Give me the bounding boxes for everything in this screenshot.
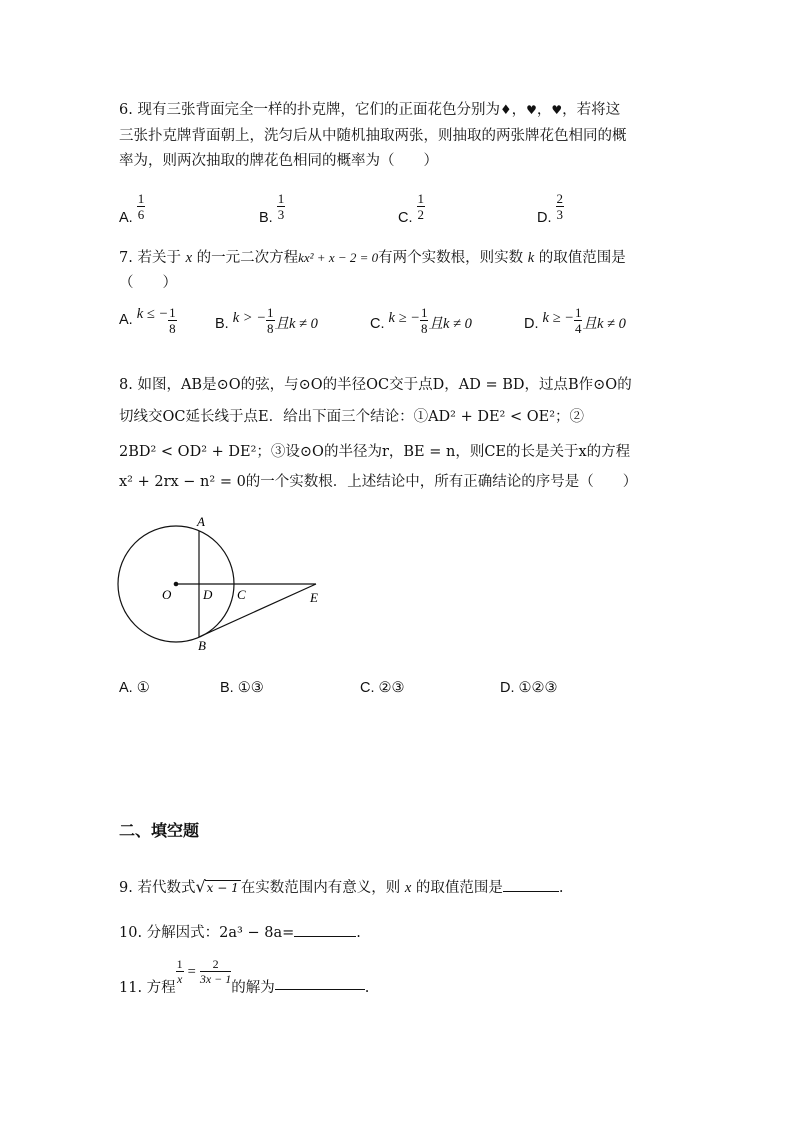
q7-mid: 的一元二次方程 xyxy=(196,250,299,266)
q9-line xyxy=(119,876,564,897)
option-text: ①②③ xyxy=(518,680,558,696)
option-math: k > − xyxy=(232,310,266,326)
option-math-post: 且k ≠ 0 xyxy=(582,316,626,332)
answer-blank[interactable] xyxy=(275,988,365,990)
label-b: B xyxy=(198,638,206,653)
q6-sep2: ， xyxy=(536,102,552,118)
option-label: B. xyxy=(259,210,273,227)
fraction: $\frac{2}{3}$ xyxy=(556,191,564,222)
heart-suit-icon: ♥ xyxy=(551,103,563,117)
q6-option-a[interactable] xyxy=(119,191,145,227)
label-d: D xyxy=(203,587,213,602)
q6-line1 xyxy=(119,98,620,119)
q10-line xyxy=(119,921,361,942)
fraction-right: $\frac{2}{3x - 1}$ xyxy=(199,957,232,986)
fraction: $\frac{1}{3}$ xyxy=(277,191,285,222)
label-o: O xyxy=(162,587,172,602)
option-label: C. xyxy=(398,210,413,227)
fraction: $\frac{1}{8}$ xyxy=(420,305,428,336)
q7-option-a[interactable] xyxy=(119,305,177,336)
heart-suit-icon: ♥ xyxy=(526,103,537,117)
answer-blank[interactable] xyxy=(503,890,559,892)
option-label: A. xyxy=(119,312,133,328)
option-text: ①③ xyxy=(237,680,264,696)
answer-blank[interactable] xyxy=(294,935,356,937)
q10-end: . xyxy=(356,925,361,941)
q6-option-b[interactable] xyxy=(259,191,285,227)
q8-line2: 切线交OC延长线于点E．给出下面三个结论：①AD² + DE² < OE²；② xyxy=(119,409,585,425)
option-math: k ≤ − xyxy=(136,306,169,322)
q7-option-d[interactable] xyxy=(524,305,626,336)
q8-line4: x² + 2rx − n² = 0的一个实数根．上述结论中，所有正确结论的序号是（ ） xyxy=(119,474,638,490)
option-math: k ≥ − xyxy=(542,310,574,326)
option-label: A. xyxy=(119,210,133,227)
label-c: C xyxy=(237,587,246,602)
label-a: A xyxy=(197,514,205,529)
option-label: D. xyxy=(524,316,539,332)
fraction: $\frac{1}{6}$ xyxy=(137,191,145,222)
q6-option-c[interactable] xyxy=(398,191,425,227)
option-label: B. xyxy=(215,316,229,332)
q8-option-a[interactable] xyxy=(119,680,150,696)
section-heading: 二、填空题 xyxy=(119,821,200,840)
q8-option-d[interactable] xyxy=(500,680,558,696)
q11-suffix: 的解为 xyxy=(231,979,275,996)
q6-text-b: ，若将这 xyxy=(562,102,621,118)
q8-line3: 2BD² < OD² + DE²；③设⊙O的半径为r，BE = n，则CE的长是关于x的方程 xyxy=(119,444,631,460)
option-label: A. xyxy=(119,680,133,696)
sqrt-radicand: x − 1 xyxy=(206,881,239,895)
q6-option-d[interactable] xyxy=(537,191,564,227)
fraction: $\frac{1}{8}$ xyxy=(267,305,274,336)
q9-mid: 在实数范围内有意义，则 xyxy=(240,880,401,896)
option-math-post: 且k ≠ 0 xyxy=(428,316,472,332)
q11-line xyxy=(119,957,370,996)
option-label: B. xyxy=(220,680,234,696)
q8-line1: 8. 如图，AB是⊙O的弦，与⊙O的半径OC交于点D，AD = BD，过点B作⊙O的 xyxy=(119,377,632,393)
option-text: ②③ xyxy=(378,680,405,696)
q9-suffix: 的取值范围是 xyxy=(415,880,503,896)
q10-text: 10. 分解因式：2a³ − 8a= xyxy=(119,925,295,941)
option-text: ① xyxy=(136,680,150,696)
q11-end: . xyxy=(364,979,370,996)
q9-var: x xyxy=(404,880,412,896)
label-e: E xyxy=(310,590,318,605)
option-label: C. xyxy=(370,316,385,332)
option-math-post: 且k ≠ 0 xyxy=(274,316,318,332)
q6-sep1: ， xyxy=(511,102,527,118)
q6-line2: 三张扑克牌背面朝上，洗匀后从中随机抽取两张，则抽取的两张牌花色相同的概 xyxy=(119,128,627,144)
option-math: k ≥ − xyxy=(388,310,420,326)
diamond-suit-icon: ♦ xyxy=(499,103,512,118)
q7-var-x: x xyxy=(185,250,192,266)
q11-prefix: 11. 方程 xyxy=(119,979,176,996)
center-point-o xyxy=(174,582,179,587)
q6-text-a: 6. 现有三张背面完全一样的扑克牌，它们的正面花色分别为 xyxy=(119,102,500,118)
q7-equation: kx² + x − 2 = 0 xyxy=(298,250,379,265)
option-label: D. xyxy=(537,210,552,227)
tangent-be xyxy=(199,584,316,637)
q7-line1 xyxy=(119,246,626,267)
q7-option-b[interactable] xyxy=(215,305,318,336)
q8-option-c[interactable] xyxy=(360,680,405,696)
q7-suffix-a: 有两个实数根，则实数 xyxy=(378,250,524,266)
q6-line3: 率为，则两次抽取的牌花色相同的概率为（ ） xyxy=(119,153,438,169)
option-label: D. xyxy=(500,680,515,696)
q7-var-k: k xyxy=(527,250,535,266)
q9-end: . xyxy=(558,880,564,896)
q11-eq: = xyxy=(187,963,196,980)
q7-suffix-b: 的取值范围是 xyxy=(538,250,626,266)
fraction: $\frac{1}{4}$ xyxy=(574,305,582,336)
q7-option-c[interactable] xyxy=(370,305,472,336)
fraction: $\frac{1}{2}$ xyxy=(417,191,425,222)
option-label: C. xyxy=(360,680,375,696)
q7-prefix: 7. 若关于 xyxy=(119,250,181,266)
fraction-left: $\frac{1}{x}$ xyxy=(176,957,183,986)
circle-tangent-figure xyxy=(110,510,340,655)
q8-option-b[interactable] xyxy=(220,680,264,696)
q9-prefix: 9. 若代数式 xyxy=(119,880,196,896)
fraction: $\frac{1}{8}$ xyxy=(169,305,176,336)
sqrt-sign: √ xyxy=(195,877,206,896)
q7-line2: （ ） xyxy=(119,275,177,291)
